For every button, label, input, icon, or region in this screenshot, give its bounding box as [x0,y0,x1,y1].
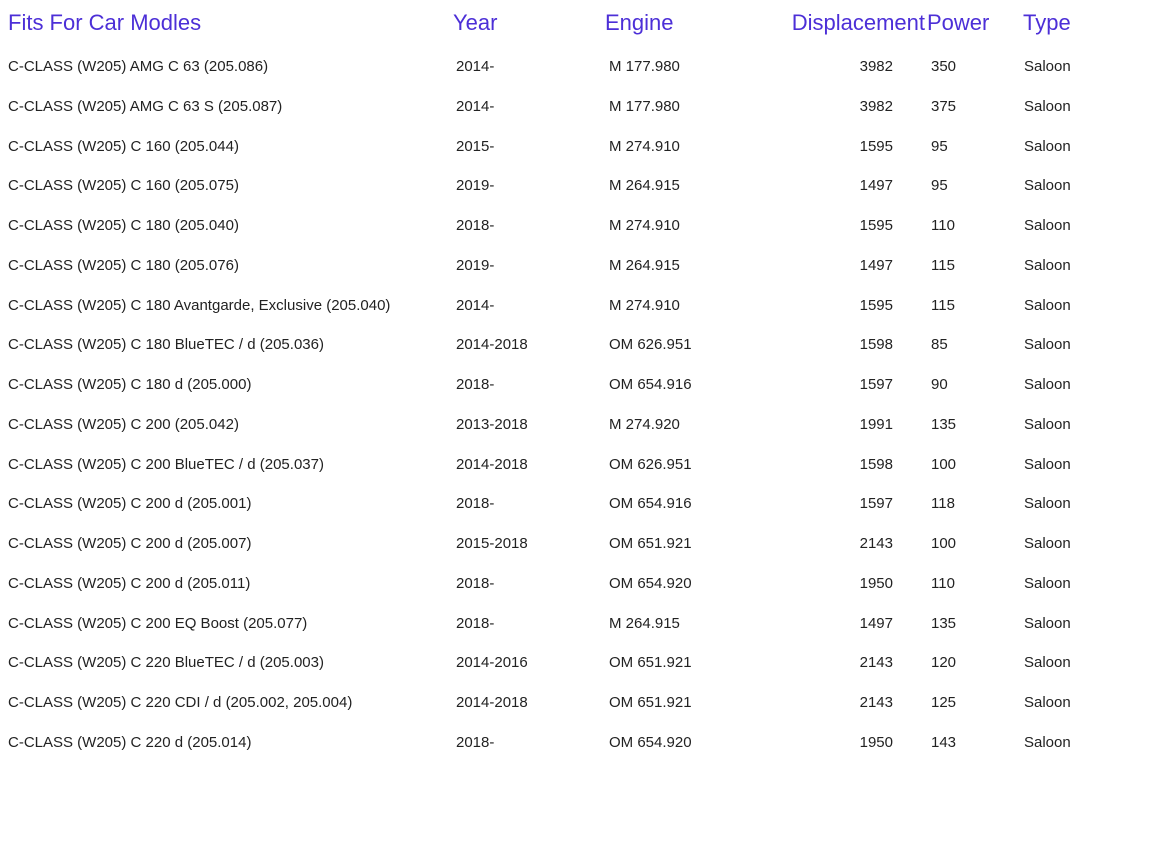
column-header-power-label: Power [927,10,990,35]
cell-model: C-CLASS (W205) C 180 (205.076) [8,256,239,274]
cell-model: C-CLASS (W205) C 200 (205.042) [8,415,239,433]
cell-engine: M 274.910 [609,296,680,314]
column-header-engine-label: Engine [605,10,674,35]
column-header-power [927,0,1017,48]
cell-displacement: 1595 [859,137,893,155]
table-row [0,326,1156,366]
table-row [0,247,1156,287]
cell-type: Saloon [1024,614,1071,632]
column-header-model [0,0,453,48]
cell-power: 110 [931,574,955,592]
table-row [0,684,1156,724]
cell-model: C-CLASS (W205) C 200 d (205.007) [8,535,252,552]
table-row [0,446,1156,486]
cell-power: 135 [931,614,957,632]
cell-power: 95 [931,137,948,155]
cell-engine: M 264.915 [609,177,680,195]
cell-type: Saloon [1024,376,1071,393]
cell-power: 85 [931,336,948,354]
cell-type: Saloon [1024,336,1071,354]
cell-model: C-CLASS (W205) C 200 BlueTEC / d (205.037) [8,455,324,473]
cell-year: 2014- [456,97,495,115]
cell-engine: OM 626.951 [609,336,692,354]
cell-power: 143 [931,733,957,751]
cell-type: Saloon [1024,455,1071,473]
cell-displacement: 1950 [859,733,893,751]
cell-year: 2018- [456,574,495,592]
cell-model: C-CLASS (W205) C 180 (205.040) [8,217,239,234]
cell-model: C-CLASS (W205) C 200 d (205.011) [8,574,251,592]
cell-year: 2019- [456,256,495,274]
cell-type: Saloon [1024,296,1071,314]
cell-power: 95 [931,177,948,195]
column-header-displacement [753,0,927,48]
table-row [0,366,1156,406]
cell-power: 118 [931,495,955,513]
cell-model: C-CLASS (W205) AMG C 63 S (205.087) [8,97,283,115]
cell-displacement: 1497 [859,256,893,274]
table-header-row [0,0,1156,48]
cell-type: Saloon [1024,177,1071,195]
cell-displacement: 1950 [859,574,893,592]
cell-displacement: 3982 [859,97,893,115]
cell-year: 2018- [456,217,495,234]
cell-displacement: 1598 [859,455,893,473]
cell-power: 100 [931,455,957,473]
cell-displacement: 1595 [859,296,893,314]
column-header-type [1017,0,1156,48]
cell-power: 100 [931,535,957,552]
cell-power: 350 [931,58,957,75]
cell-year: 2014- [456,296,495,314]
cell-engine: OM 654.916 [609,495,692,513]
cell-engine: OM 651.921 [609,535,692,552]
cell-model: C-CLASS (W205) C 200 EQ Boost (205.077) [8,614,308,632]
cell-model: C-CLASS (W205) C 220 BlueTEC / d (205.003) [8,654,324,672]
cell-engine: M 274.910 [609,217,680,234]
cell-displacement: 2143 [859,535,893,552]
table-row [0,605,1156,645]
table-row [0,406,1156,446]
table-row [0,724,1156,764]
column-header-year [453,0,605,48]
table-row [0,287,1156,327]
table-row [0,48,1156,88]
cell-year: 2015-2018 [456,535,528,552]
cell-type: Saloon [1024,654,1071,672]
cell-year: 2014-2018 [456,694,528,711]
column-header-year-label: Year [453,10,498,35]
cell-type: Saloon [1024,256,1071,274]
cell-power: 135 [931,415,957,433]
table-row [0,485,1156,525]
cell-displacement: 1597 [859,495,893,513]
column-header-type-label: Type [1023,10,1071,35]
cell-engine: OM 654.920 [609,574,692,592]
cell-year: 2014-2016 [456,654,528,672]
cell-engine: M 264.915 [609,256,680,274]
cell-type: Saloon [1024,535,1071,552]
cell-type: Saloon [1024,694,1071,711]
cell-engine: OM 626.951 [609,455,692,473]
table-row [0,167,1156,207]
cell-displacement: 1597 [859,376,893,393]
cell-displacement: 1595 [859,217,893,234]
cell-model: C-CLASS (W205) AMG C 63 (205.086) [8,58,269,75]
cell-model: C-CLASS (W205) C 180 Avantgarde, Exclusive (205.040) [8,296,391,314]
cell-engine: OM 651.921 [609,694,692,711]
cell-year: 2018- [456,733,495,751]
cell-engine: M 264.915 [609,614,680,632]
cell-year: 2015- [456,137,495,155]
cell-year: 2018- [456,614,495,632]
table-row [0,207,1156,247]
cell-year: 2013-2018 [456,415,528,433]
table-row [0,644,1156,684]
cell-type: Saloon [1024,137,1071,155]
column-header-model-label: Fits For Car Modles [8,10,202,35]
cell-engine: M 274.920 [609,415,680,433]
cell-displacement: 1497 [859,614,893,632]
cell-year: 2018- [456,495,495,513]
cell-type: Saloon [1024,495,1071,513]
cell-power: 110 [931,217,955,234]
column-header-engine [605,0,753,48]
cell-year: 2019- [456,177,495,195]
cell-power: 120 [931,654,957,672]
cell-type: Saloon [1024,97,1071,115]
cell-model: C-CLASS (W205) C 220 CDI / d (205.002, 205.004) [8,694,353,711]
cell-displacement: 1598 [859,336,893,354]
cell-model: C-CLASS (W205) C 180 BlueTEC / d (205.036) [8,336,324,354]
cell-type: Saloon [1024,58,1071,75]
table-row [0,565,1156,605]
cell-power: 90 [931,376,948,393]
cell-year: 2014-2018 [456,336,528,354]
table-header [0,0,1156,48]
cell-year: 2014- [456,58,495,75]
cell-model: C-CLASS (W205) C 220 d (205.014) [8,733,252,751]
cell-engine: M 177.980 [609,97,680,115]
table-body [0,48,1156,764]
cell-year: 2014-2018 [456,455,528,473]
cell-displacement: 1497 [859,177,893,195]
column-header-displacement-label: Displacement [791,10,925,35]
cell-type: Saloon [1024,733,1071,751]
cell-displacement: 2143 [859,654,893,672]
cell-power: 125 [931,694,957,711]
table-row [0,525,1156,565]
cell-engine: OM 651.921 [609,654,692,672]
cell-power: 375 [931,97,957,115]
cell-power: 115 [931,256,955,274]
cell-model: C-CLASS (W205) C 160 (205.075) [8,177,239,195]
cell-model: C-CLASS (W205) C 160 (205.044) [8,137,239,155]
cell-engine: M 177.980 [609,58,680,75]
cell-type: Saloon [1024,415,1071,433]
cell-power: 115 [931,296,955,314]
cell-displacement: 1991 [859,415,893,433]
cell-type: Saloon [1024,217,1071,234]
table-row [0,88,1156,128]
cell-year: 2018- [456,376,495,393]
cell-engine: OM 654.920 [609,733,692,751]
cell-type: Saloon [1024,574,1071,592]
cell-displacement: 3982 [859,58,893,75]
cell-model: C-CLASS (W205) C 180 d (205.000) [8,376,252,393]
cell-engine: M 274.910 [609,137,680,155]
table-row [0,128,1156,168]
cell-displacement: 2143 [859,694,893,711]
cell-model: C-CLASS (W205) C 200 d (205.001) [8,495,252,513]
cell-engine: OM 654.916 [609,376,692,393]
